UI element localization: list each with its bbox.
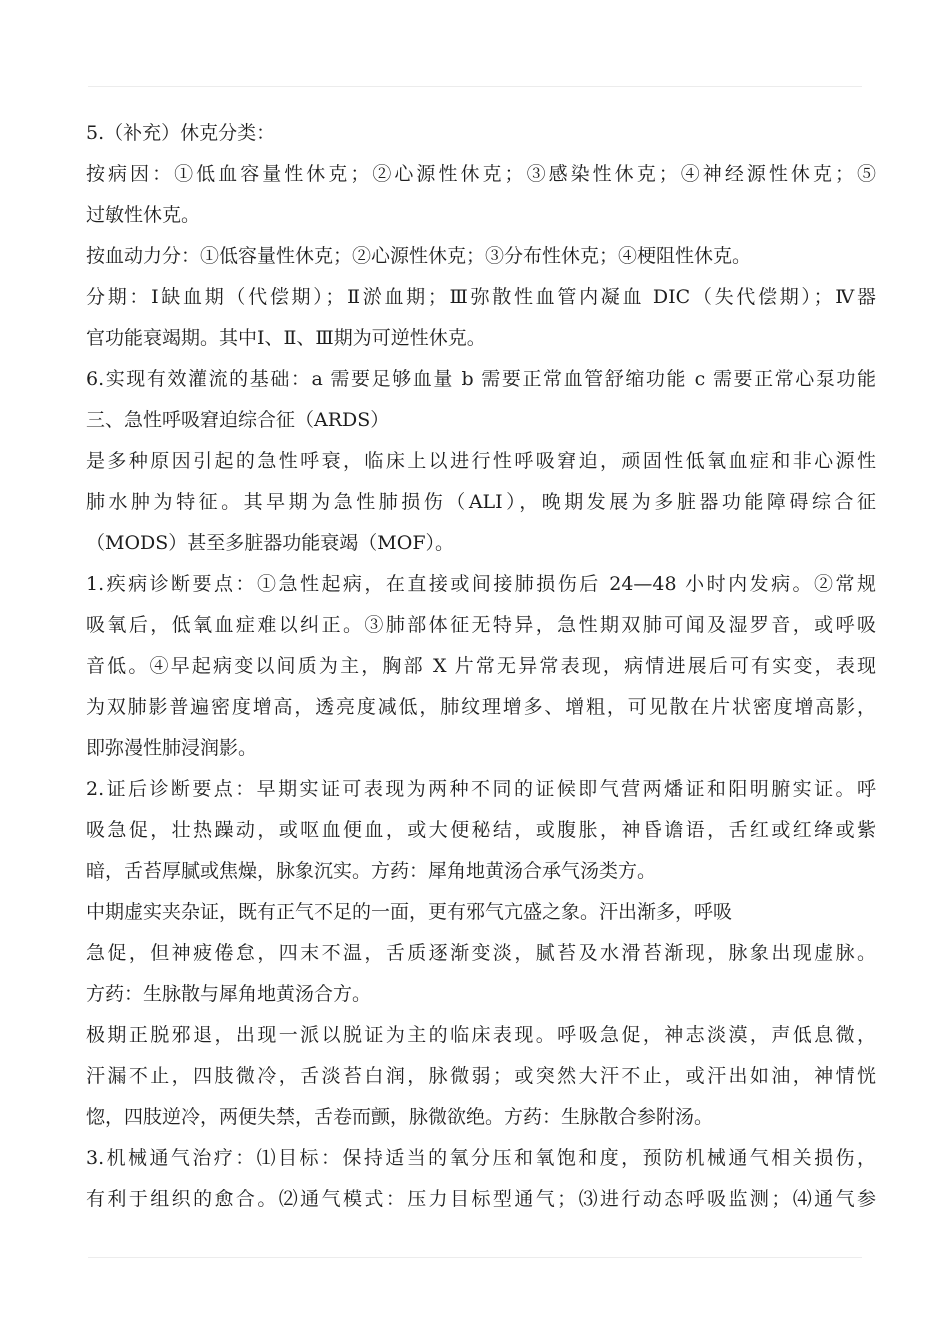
text-line: 吸急促，壮热躁动，或呕血便血，或大便秘结，或腹胀，神昏谵语，舌红或红绛或紫: [86, 819, 876, 841]
footer-divider: [88, 1257, 862, 1258]
text-line: 有利于组织的愈合。⑵通气模式：压力目标型通气；⑶进行动态呼吸监测；⑷通气参: [86, 1188, 876, 1210]
text-line: 惚，四肢逆冷，两便失禁，舌卷而颤，脉微欲绝。方药：生脉散合参附汤。: [86, 1106, 714, 1128]
text-line: 按血动力分：①低容量性休克；②心源性休克；③分布性休克；④梗阻性休克。: [86, 245, 752, 267]
section-heading: 三、急性呼吸窘迫综合征（ARDS）: [86, 409, 390, 431]
text-line: 肺水肿为特征。其早期为急性肺损伤（ALI），晚期发展为多脏器功能障碍综合征: [86, 491, 876, 513]
text-line: 过敏性休克。: [86, 204, 201, 226]
text-line: 2.证后诊断要点：早期实证可表现为两种不同的证候即气营两燔证和阳明腑实证。呼: [86, 778, 876, 800]
text-line: 音低。④早起病变以间质为主，胸部 X 片常无异常表现，病情进展后可有实变，表现: [86, 655, 876, 677]
text-line: 是多种原因引起的急性呼衰，临床上以进行性呼吸窘迫，顽固性低氧血症和非心源性: [86, 450, 876, 472]
text-line: 5.（补充）休克分类：: [86, 122, 276, 144]
text-line: 方药：生脉散与犀角地黄汤合方。: [86, 983, 372, 1005]
text-line: 6.实现有效灌流的基础：a 需要足够血量 b 需要正常血管舒缩功能 c 需要正常心泵功能: [86, 368, 876, 390]
text-line: 即弥漫性肺浸润影。: [86, 737, 258, 759]
text-line: 1.疾病诊断要点：①急性起病，在直接或间接肺损伤后 24—48 小时内发病。②常规: [86, 573, 876, 595]
text-line: 中期虚实夹杂证，既有正气不足的一面，更有邪气亢盛之象。汗出渐多，呼吸: [86, 901, 733, 923]
text-line: 暗，舌苔厚腻或焦燥，脉象沉实。方药：犀角地黄汤合承气汤类方。: [86, 860, 657, 882]
document-body: [86, 113, 876, 1220]
text-line: 按病因：①低血容量性休克；②心源性休克；③感染性休克；④神经源性休克；⑤: [86, 163, 876, 185]
text-line: 汗漏不止，四肢微冷，舌淡苔白润，脉微弱；或突然大汗不止，或汗出如油，神情恍: [86, 1065, 876, 1087]
text-line: 吸氧后，低氧血症难以纠正。③肺部体征无特异，急性期双肺可闻及湿罗音，或呼吸: [86, 614, 876, 636]
text-line: 官功能衰竭期。其中Ⅰ、Ⅱ、Ⅲ期为可逆性休克。: [86, 327, 486, 349]
text-line: 急促，但神疲倦怠，四末不温，舌质逐渐变淡，腻苔及水滑苔渐现，脉象出现虚脉。: [86, 942, 876, 964]
header-divider: [88, 86, 862, 87]
text-line: 分期：Ⅰ缺血期（代偿期）；Ⅱ淤血期；Ⅲ弥散性血管内凝血 DIC（失代偿期）；Ⅳ器: [86, 286, 876, 308]
text-line: 极期正脱邪退，出现一派以脱证为主的临床表现。呼吸急促，神志淡漠，声低息微，: [86, 1024, 876, 1046]
text-line: 为双肺影普遍密度增高，透亮度减低，肺纹理增多、增粗，可见散在片状密度增高影，: [86, 696, 876, 718]
text-line: 3.机械通气治疗：⑴目标：保持适当的氧分压和氧饱和度，预防机械通气相关损伤，: [86, 1147, 876, 1169]
text-line: （MODS）甚至多脏器功能衰竭（MOF）。: [86, 532, 454, 554]
